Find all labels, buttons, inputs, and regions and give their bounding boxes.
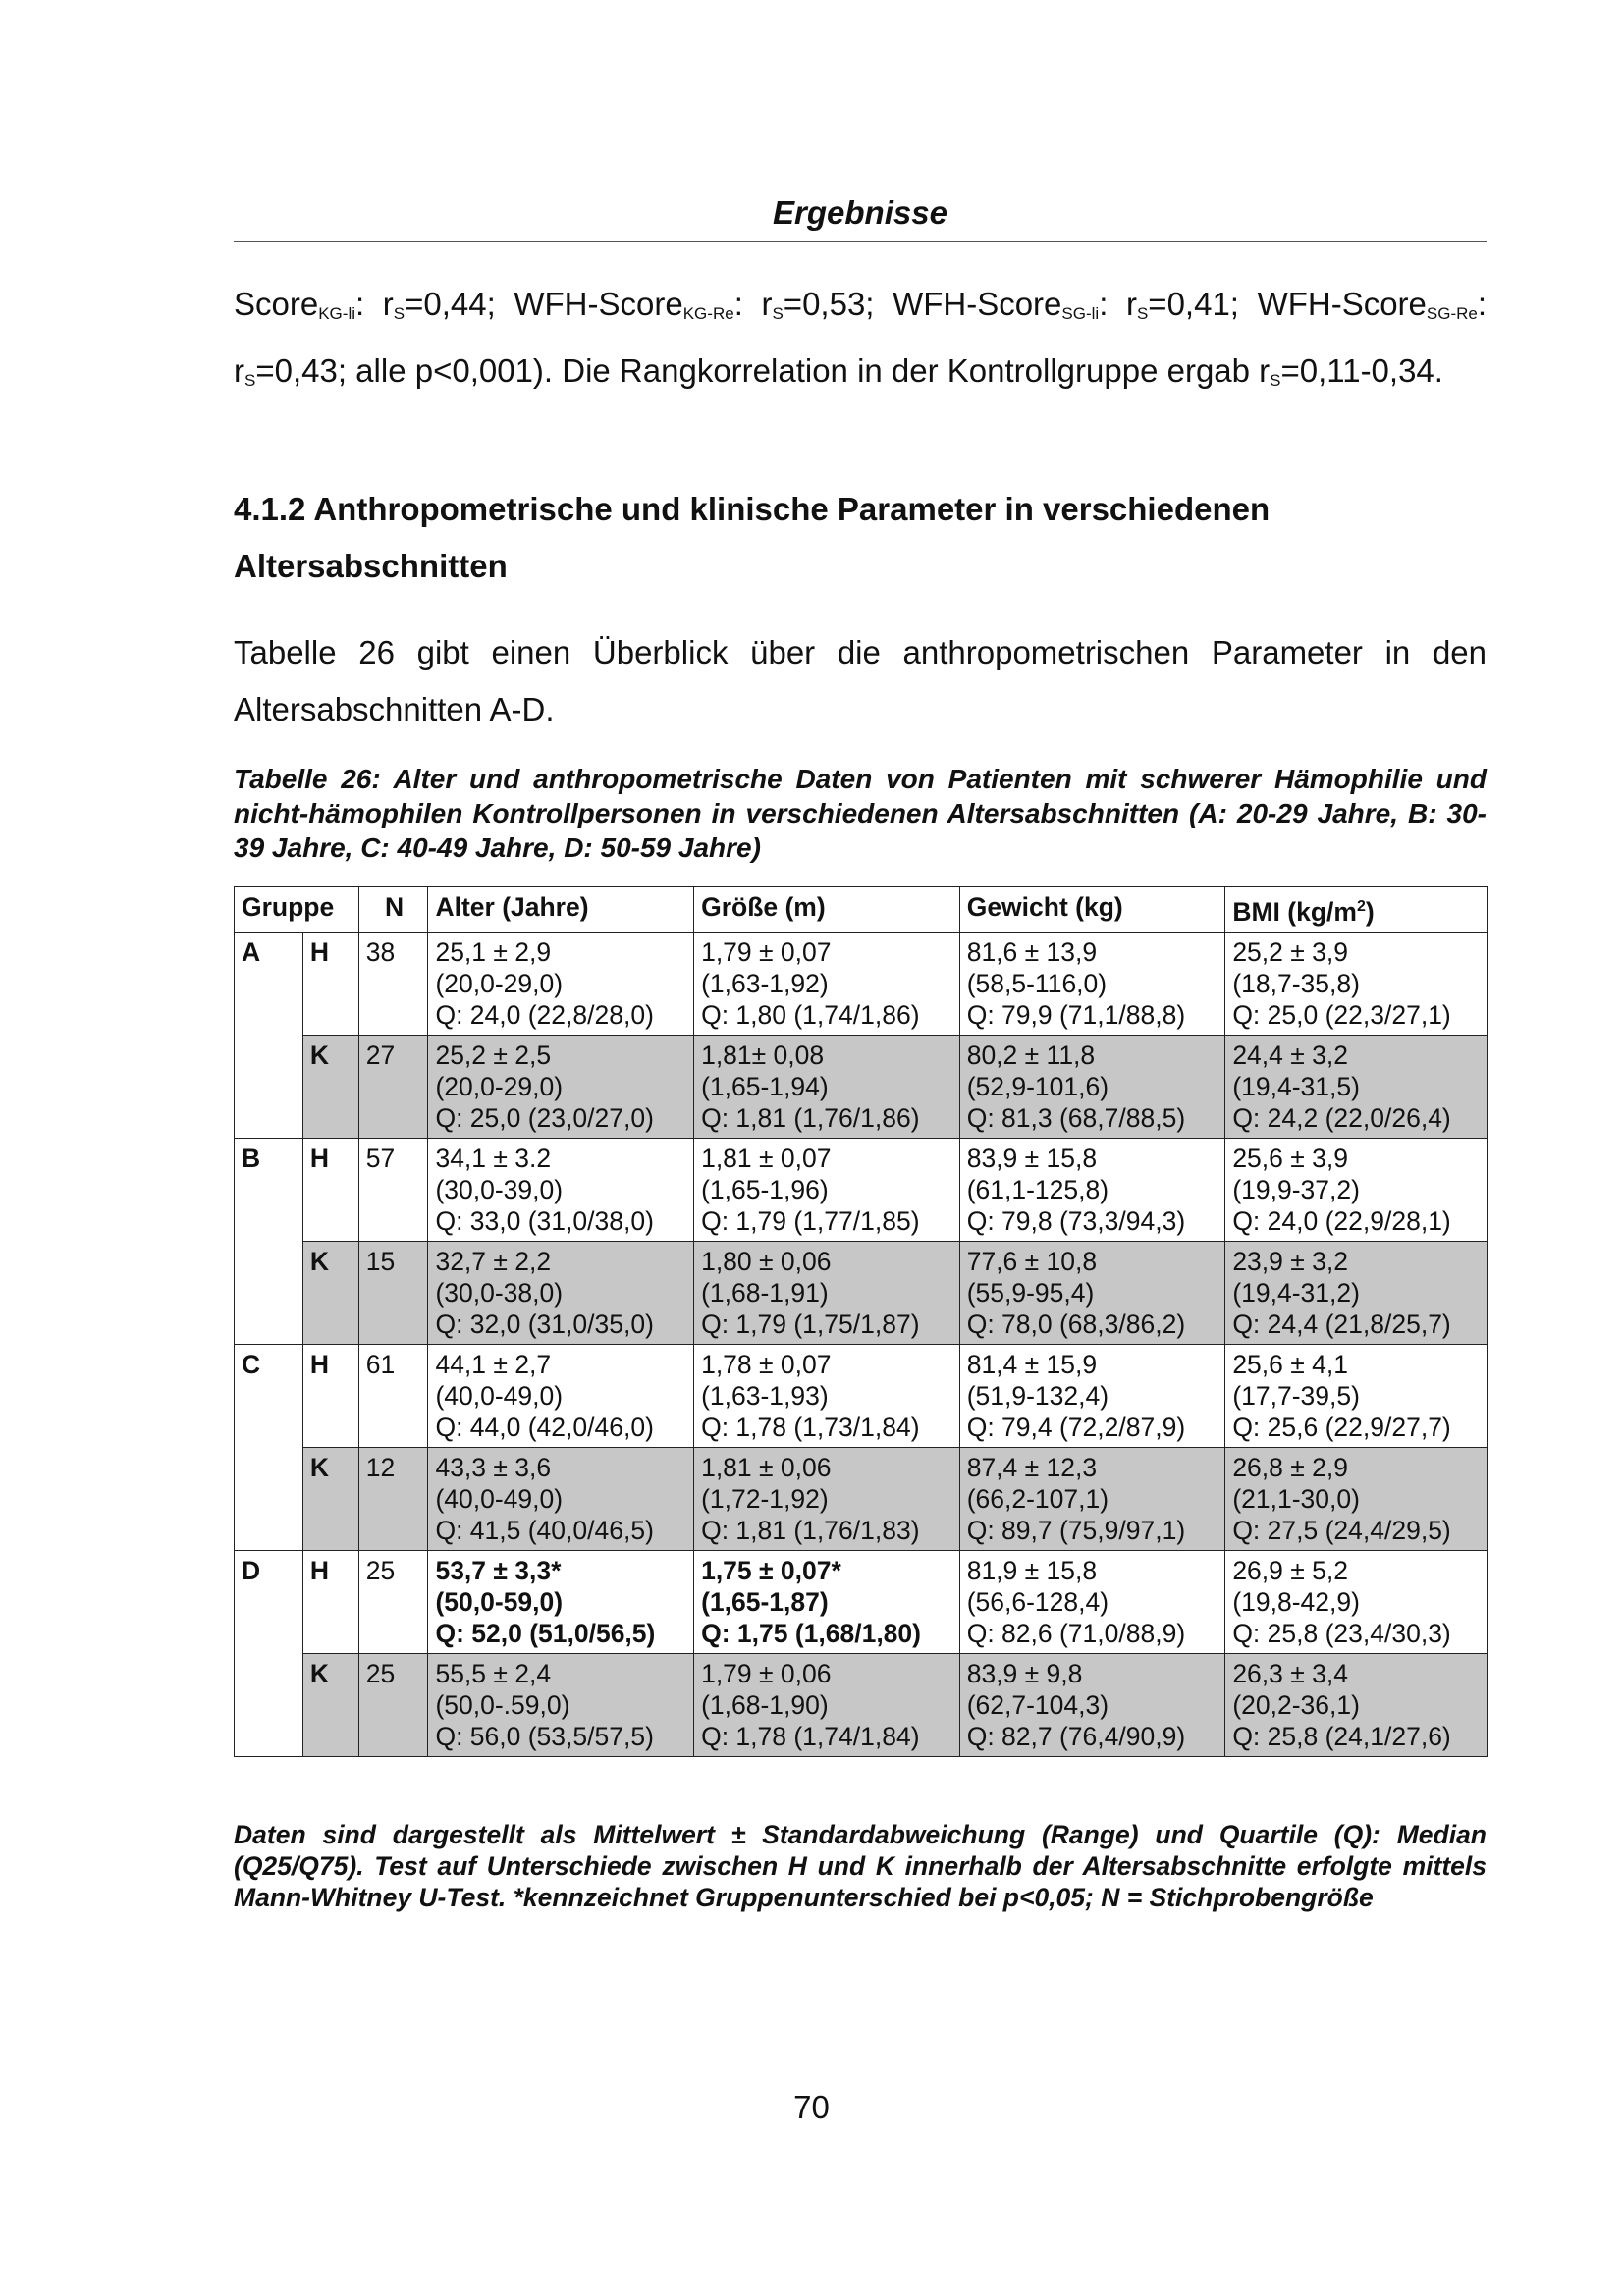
table-footnote: Daten sind dargestellt als Mittelwert ± Standardabweichung (Range) und Quartile (Q): Median (Q25/Q75). Test auf Unterschiede zwischen H und K innerhalb der Altersabschnitte erfolgte mittels Mann-Whitney U-Test. *kennzeichnet Gruppenunterschied bei p<0,05; N = Stichprobengröße xyxy=(234,1820,1487,1912)
cell-line: Q: 25,8 (23,4/30,3) xyxy=(1232,1618,1451,1648)
cell-line: 80,2 ± 11,8 xyxy=(966,1040,1096,1070)
group-label: A xyxy=(235,932,303,1138)
cell-line: 1,80 ± 0,06 xyxy=(701,1246,832,1276)
cell-line: (1,72-1,92) xyxy=(701,1483,829,1514)
table-row xyxy=(235,1550,1488,1653)
cell-gewicht xyxy=(959,1653,1225,1756)
group-label: C xyxy=(235,1344,303,1550)
data-table xyxy=(234,886,1488,1757)
cell-gewicht xyxy=(959,1138,1225,1241)
cell-line: Q: 33,0 (31,0/38,0) xyxy=(435,1205,654,1236)
cell-line: Q: 24,4 (21,8/25,7) xyxy=(1232,1308,1451,1339)
cell-line: (1,63-1,92) xyxy=(701,968,829,998)
cell-bmi xyxy=(1225,1653,1488,1756)
subgroup-label: H xyxy=(302,1550,358,1653)
cell-line: (1,68-1,91) xyxy=(701,1277,829,1308)
table-row xyxy=(235,1241,1488,1344)
intro-text: : r xyxy=(355,286,394,322)
intro-text: : r xyxy=(1099,286,1137,322)
page-header xyxy=(234,192,1487,242)
group-label: B xyxy=(235,1138,303,1344)
cell-groesse xyxy=(694,1241,960,1344)
cell-line: (50,0-.59,0) xyxy=(435,1689,570,1720)
cell-line: 81,6 ± 13,9 xyxy=(966,936,1098,967)
cell-line: (50,0-59,0) xyxy=(435,1586,564,1617)
intro-text: =0,43; alle p<0,001). Die Rangkorrelation in der Kontrollgruppe ergab r xyxy=(255,352,1271,389)
cell-alter xyxy=(428,932,694,1035)
cell-alter xyxy=(428,1035,694,1138)
cell-bmi xyxy=(1225,1447,1488,1550)
cell-bmi xyxy=(1225,1138,1488,1241)
cell-groesse xyxy=(694,1447,960,1550)
table-row xyxy=(235,1653,1488,1756)
cell-groesse xyxy=(694,1035,960,1138)
table-row xyxy=(235,932,1488,1035)
intro-text: =0,44; WFH-Score xyxy=(405,286,683,322)
cell-line: 25,2 ± 2,5 xyxy=(435,1040,552,1070)
cell-groesse xyxy=(694,1344,960,1447)
cell-line: (19,4-31,5) xyxy=(1232,1071,1360,1101)
intro-text: Score xyxy=(234,286,319,322)
cell-line: (20,0-29,0) xyxy=(435,1071,564,1101)
cell-alter xyxy=(428,1138,694,1241)
cell-line: 53,7 ± 3,3* xyxy=(435,1555,562,1585)
cell-line: (66,2-107,1) xyxy=(966,1483,1109,1514)
cell-line: Q: 27,5 (24,4/29,5) xyxy=(1232,1515,1451,1545)
cell-line: (56,6-128,4) xyxy=(966,1586,1109,1617)
cell-line: (1,63-1,93) xyxy=(701,1380,829,1411)
cell-alter xyxy=(428,1344,694,1447)
cell-line: 83,9 ± 9,8 xyxy=(966,1658,1083,1688)
subscript: SG-Re xyxy=(1426,304,1478,323)
subscript: SG-li xyxy=(1061,304,1100,323)
subgroup-label: H xyxy=(302,932,358,1035)
sample-size: 15 xyxy=(358,1241,428,1344)
subgroup-label: H xyxy=(302,1344,358,1447)
cell-line: Q: 1,79 (1,77/1,85) xyxy=(701,1205,920,1236)
cell-line: 81,4 ± 15,9 xyxy=(966,1349,1098,1379)
cell-line: 25,2 ± 3,9 xyxy=(1232,936,1348,967)
subgroup-label: K xyxy=(302,1447,358,1550)
cell-line: Q: 1,78 (1,74/1,84) xyxy=(701,1721,920,1751)
cell-line: (19,8-42,9) xyxy=(1232,1586,1360,1617)
cell-line: (55,9-95,4) xyxy=(966,1277,1095,1308)
cell-alter xyxy=(428,1241,694,1344)
cell-line: (19,4-31,2) xyxy=(1232,1277,1360,1308)
subgroup-label: K xyxy=(302,1653,358,1756)
header-n: N xyxy=(358,887,428,933)
subscript: KG-li xyxy=(318,304,355,323)
cell-gewicht xyxy=(959,1241,1225,1344)
cell-groesse xyxy=(694,1138,960,1241)
cell-line: 77,6 ± 10,8 xyxy=(966,1246,1098,1276)
intro-text: =0,11-0,34. xyxy=(1280,352,1443,389)
cell-line: Q: 1,81 (1,76/1,83) xyxy=(701,1515,920,1545)
cell-line: (1,65-1,96) xyxy=(701,1174,829,1204)
cell-line: Q: 52,0 (51,0/56,5) xyxy=(435,1618,656,1648)
cell-line: (51,9-132,4) xyxy=(966,1380,1109,1411)
cell-line: (18,7-35,8) xyxy=(1232,968,1360,998)
header-bmi-text: BMI (kg/m xyxy=(1232,896,1357,927)
cell-line: 44,1 ± 2,7 xyxy=(435,1349,552,1379)
cell-line: Q: 25,0 (22,3/27,1) xyxy=(1232,999,1451,1030)
cell-line: Q: 1,75 (1,68/1,80) xyxy=(701,1618,921,1648)
cell-line: (1,65-1,94) xyxy=(701,1071,829,1101)
cell-gewicht xyxy=(959,1447,1225,1550)
cell-bmi xyxy=(1225,932,1488,1035)
header-bmi-suffix: ) xyxy=(1365,896,1375,927)
cell-line: 43,3 ± 3,6 xyxy=(435,1452,552,1482)
table-caption: Tabelle 26: Alter und anthropometrische Daten von Patienten mit schwerer Hämophilie und nicht-hämophilen Kontrollpersonen in verschiedenen Altersabschnitten (A: 20-29 Jahre, B: 30-39 Jahre, C: 40-49 Jahre, D: 50-59 Jahre) xyxy=(234,764,1487,863)
cell-line: Q: 1,81 (1,76/1,86) xyxy=(701,1102,920,1133)
cell-line: Q: 79,4 (72,2/87,9) xyxy=(966,1412,1186,1442)
cell-gewicht xyxy=(959,1550,1225,1653)
cell-line: 32,7 ± 2,2 xyxy=(435,1246,552,1276)
cell-line: Q: 25,0 (23,0/27,0) xyxy=(435,1102,654,1133)
table-row xyxy=(235,1344,1488,1447)
cell-line: Q: 32,0 (31,0/35,0) xyxy=(435,1308,654,1339)
header-alter: Alter (Jahre) xyxy=(428,887,694,933)
sample-size: 38 xyxy=(358,932,428,1035)
subgroup-label: K xyxy=(302,1035,358,1138)
cell-line: Q: 82,7 (76,4/90,9) xyxy=(966,1721,1186,1751)
sample-size: 57 xyxy=(358,1138,428,1241)
cell-line: 83,9 ± 15,8 xyxy=(966,1143,1098,1173)
cell-line: (52,9-101,6) xyxy=(966,1071,1109,1101)
header-bmi-sup: 2 xyxy=(1356,898,1366,915)
group-label: D xyxy=(235,1550,303,1756)
section-heading: 4.1.2 Anthropometrische und klinische Parameter in verschiedenen Altersabschnitten xyxy=(234,491,1271,584)
cell-line: 1,75 ± 0,07* xyxy=(701,1555,841,1585)
subscript: S xyxy=(1136,304,1149,323)
header-groesse: Größe (m) xyxy=(694,887,960,933)
cell-bmi xyxy=(1225,1344,1488,1447)
cell-line: (40,0-49,0) xyxy=(435,1380,564,1411)
cell-line: 1,81 ± 0,07 xyxy=(701,1143,832,1173)
cell-line: Q: 56,0 (53,5/57,5) xyxy=(435,1721,654,1751)
cell-bmi xyxy=(1225,1035,1488,1138)
cell-line: (61,1-125,8) xyxy=(966,1174,1109,1204)
cell-line: Q: 89,7 (75,9/97,1) xyxy=(966,1515,1186,1545)
cell-line: Q: 24,2 (22,0/26,4) xyxy=(1232,1102,1451,1133)
cell-gewicht xyxy=(959,932,1225,1035)
cell-line: (21,1-30,0) xyxy=(1232,1483,1360,1514)
intro-paragraph xyxy=(234,276,1487,409)
subscript: S xyxy=(393,304,406,323)
cell-line: Q: 41,5 (40,0/46,5) xyxy=(435,1515,654,1545)
cell-line: 87,4 ± 12,3 xyxy=(966,1452,1098,1482)
cell-line: 55,5 ± 2,4 xyxy=(435,1658,552,1688)
cell-line: Q: 24,0 (22,8/28,0) xyxy=(435,999,654,1030)
cell-line: 34,1 ± 3.2 xyxy=(435,1143,552,1173)
cell-bmi xyxy=(1225,1241,1488,1344)
table-header-row xyxy=(235,887,1488,933)
cell-line: 81,9 ± 15,8 xyxy=(966,1555,1098,1585)
cell-alter xyxy=(428,1447,694,1550)
sample-size: 25 xyxy=(358,1550,428,1653)
sample-size: 25 xyxy=(358,1653,428,1756)
cell-line: 1,78 ± 0,07 xyxy=(701,1349,832,1379)
subscript: S xyxy=(772,304,784,323)
cell-line: (62,7-104,3) xyxy=(966,1689,1109,1720)
cell-line: Q: 24,0 (22,9/28,1) xyxy=(1232,1205,1451,1236)
cell-line: Q: 25,6 (22,9/27,7) xyxy=(1232,1412,1451,1442)
sample-size: 27 xyxy=(358,1035,428,1138)
cell-line: 26,9 ± 5,2 xyxy=(1232,1555,1348,1585)
intro-text: =0,53; WFH-Score xyxy=(783,286,1062,322)
intro-text: : r xyxy=(234,286,1488,389)
cell-line: Q: 1,78 (1,73/1,84) xyxy=(701,1412,920,1442)
table-row xyxy=(235,1138,1488,1241)
table-body xyxy=(235,932,1488,1756)
cell-line: 25,6 ± 3,9 xyxy=(1232,1143,1348,1173)
cell-line: 1,81 ± 0,06 xyxy=(701,1452,832,1482)
table-row xyxy=(235,1447,1488,1550)
body-paragraph: Tabelle 26 gibt einen Überblick über die anthropometrischen Parameter in den Altersabschnitten A-D. xyxy=(234,634,1487,727)
cell-line: (40,0-49,0) xyxy=(435,1483,564,1514)
cell-gewicht xyxy=(959,1344,1225,1447)
header-gewicht: Gewicht (kg) xyxy=(959,887,1225,933)
cell-groesse xyxy=(694,1550,960,1653)
subgroup-label: H xyxy=(302,1138,358,1241)
cell-line: Q: 78,0 (68,3/86,2) xyxy=(966,1308,1186,1339)
sample-size: 12 xyxy=(358,1447,428,1550)
subscript: S xyxy=(244,371,256,390)
cell-line: (19,9-37,2) xyxy=(1232,1174,1360,1204)
cell-groesse xyxy=(694,1653,960,1756)
cell-line: 1,79 ± 0,07 xyxy=(701,936,832,967)
subgroup-label: K xyxy=(302,1241,358,1344)
cell-line: 25,6 ± 4,1 xyxy=(1232,1349,1348,1379)
header-gruppe: Gruppe xyxy=(235,887,359,933)
intro-text: =0,41; WFH-Score xyxy=(1148,286,1427,322)
subscript: S xyxy=(1270,371,1281,390)
cell-line: (20,0-29,0) xyxy=(435,968,564,998)
sample-size: 61 xyxy=(358,1344,428,1447)
cell-line: Q: 1,79 (1,75/1,87) xyxy=(701,1308,920,1339)
cell-line: Q: 82,6 (71,0/88,9) xyxy=(966,1618,1186,1648)
cell-line: Q: 25,8 (24,1/27,6) xyxy=(1232,1721,1451,1751)
cell-alter xyxy=(428,1653,694,1756)
cell-line: Q: 81,3 (68,7/88,5) xyxy=(966,1102,1186,1133)
cell-line: 25,1 ± 2,9 xyxy=(435,936,552,967)
cell-line: Q: 1,80 (1,74/1,86) xyxy=(701,999,920,1030)
cell-gewicht xyxy=(959,1035,1225,1138)
header-bmi xyxy=(1225,887,1488,933)
cell-line: 26,8 ± 2,9 xyxy=(1232,1452,1348,1482)
cell-line: 26,3 ± 3,4 xyxy=(1232,1658,1348,1688)
cell-line: (1,65-1,87) xyxy=(701,1586,829,1617)
cell-groesse xyxy=(694,932,960,1035)
cell-line: 1,79 ± 0,06 xyxy=(701,1658,832,1688)
cell-line: 23,9 ± 3,2 xyxy=(1232,1246,1348,1276)
page-header-title: Ergebnisse xyxy=(773,194,947,231)
cell-line: 24,4 ± 3,2 xyxy=(1232,1040,1348,1070)
cell-line: (1,68-1,90) xyxy=(701,1689,829,1720)
subscript: KG-Re xyxy=(682,304,734,323)
cell-alter xyxy=(428,1550,694,1653)
table-row xyxy=(235,1035,1488,1138)
cell-line: 1,81± 0,08 xyxy=(701,1040,825,1070)
cell-line: (20,2-36,1) xyxy=(1232,1689,1360,1720)
cell-line: Q: 79,8 (73,3/94,3) xyxy=(966,1205,1186,1236)
cell-bmi xyxy=(1225,1550,1488,1653)
intro-text: : r xyxy=(733,286,773,322)
cell-line: Q: 44,0 (42,0/46,0) xyxy=(435,1412,654,1442)
cell-line: (17,7-39,5) xyxy=(1232,1380,1360,1411)
page-number: 70 xyxy=(793,2089,830,2125)
cell-line: (30,0-39,0) xyxy=(435,1174,564,1204)
cell-line: (30,0-38,0) xyxy=(435,1277,564,1308)
cell-line: Q: 79,9 (71,1/88,8) xyxy=(966,999,1186,1030)
cell-line: (58,5-116,0) xyxy=(966,968,1108,998)
